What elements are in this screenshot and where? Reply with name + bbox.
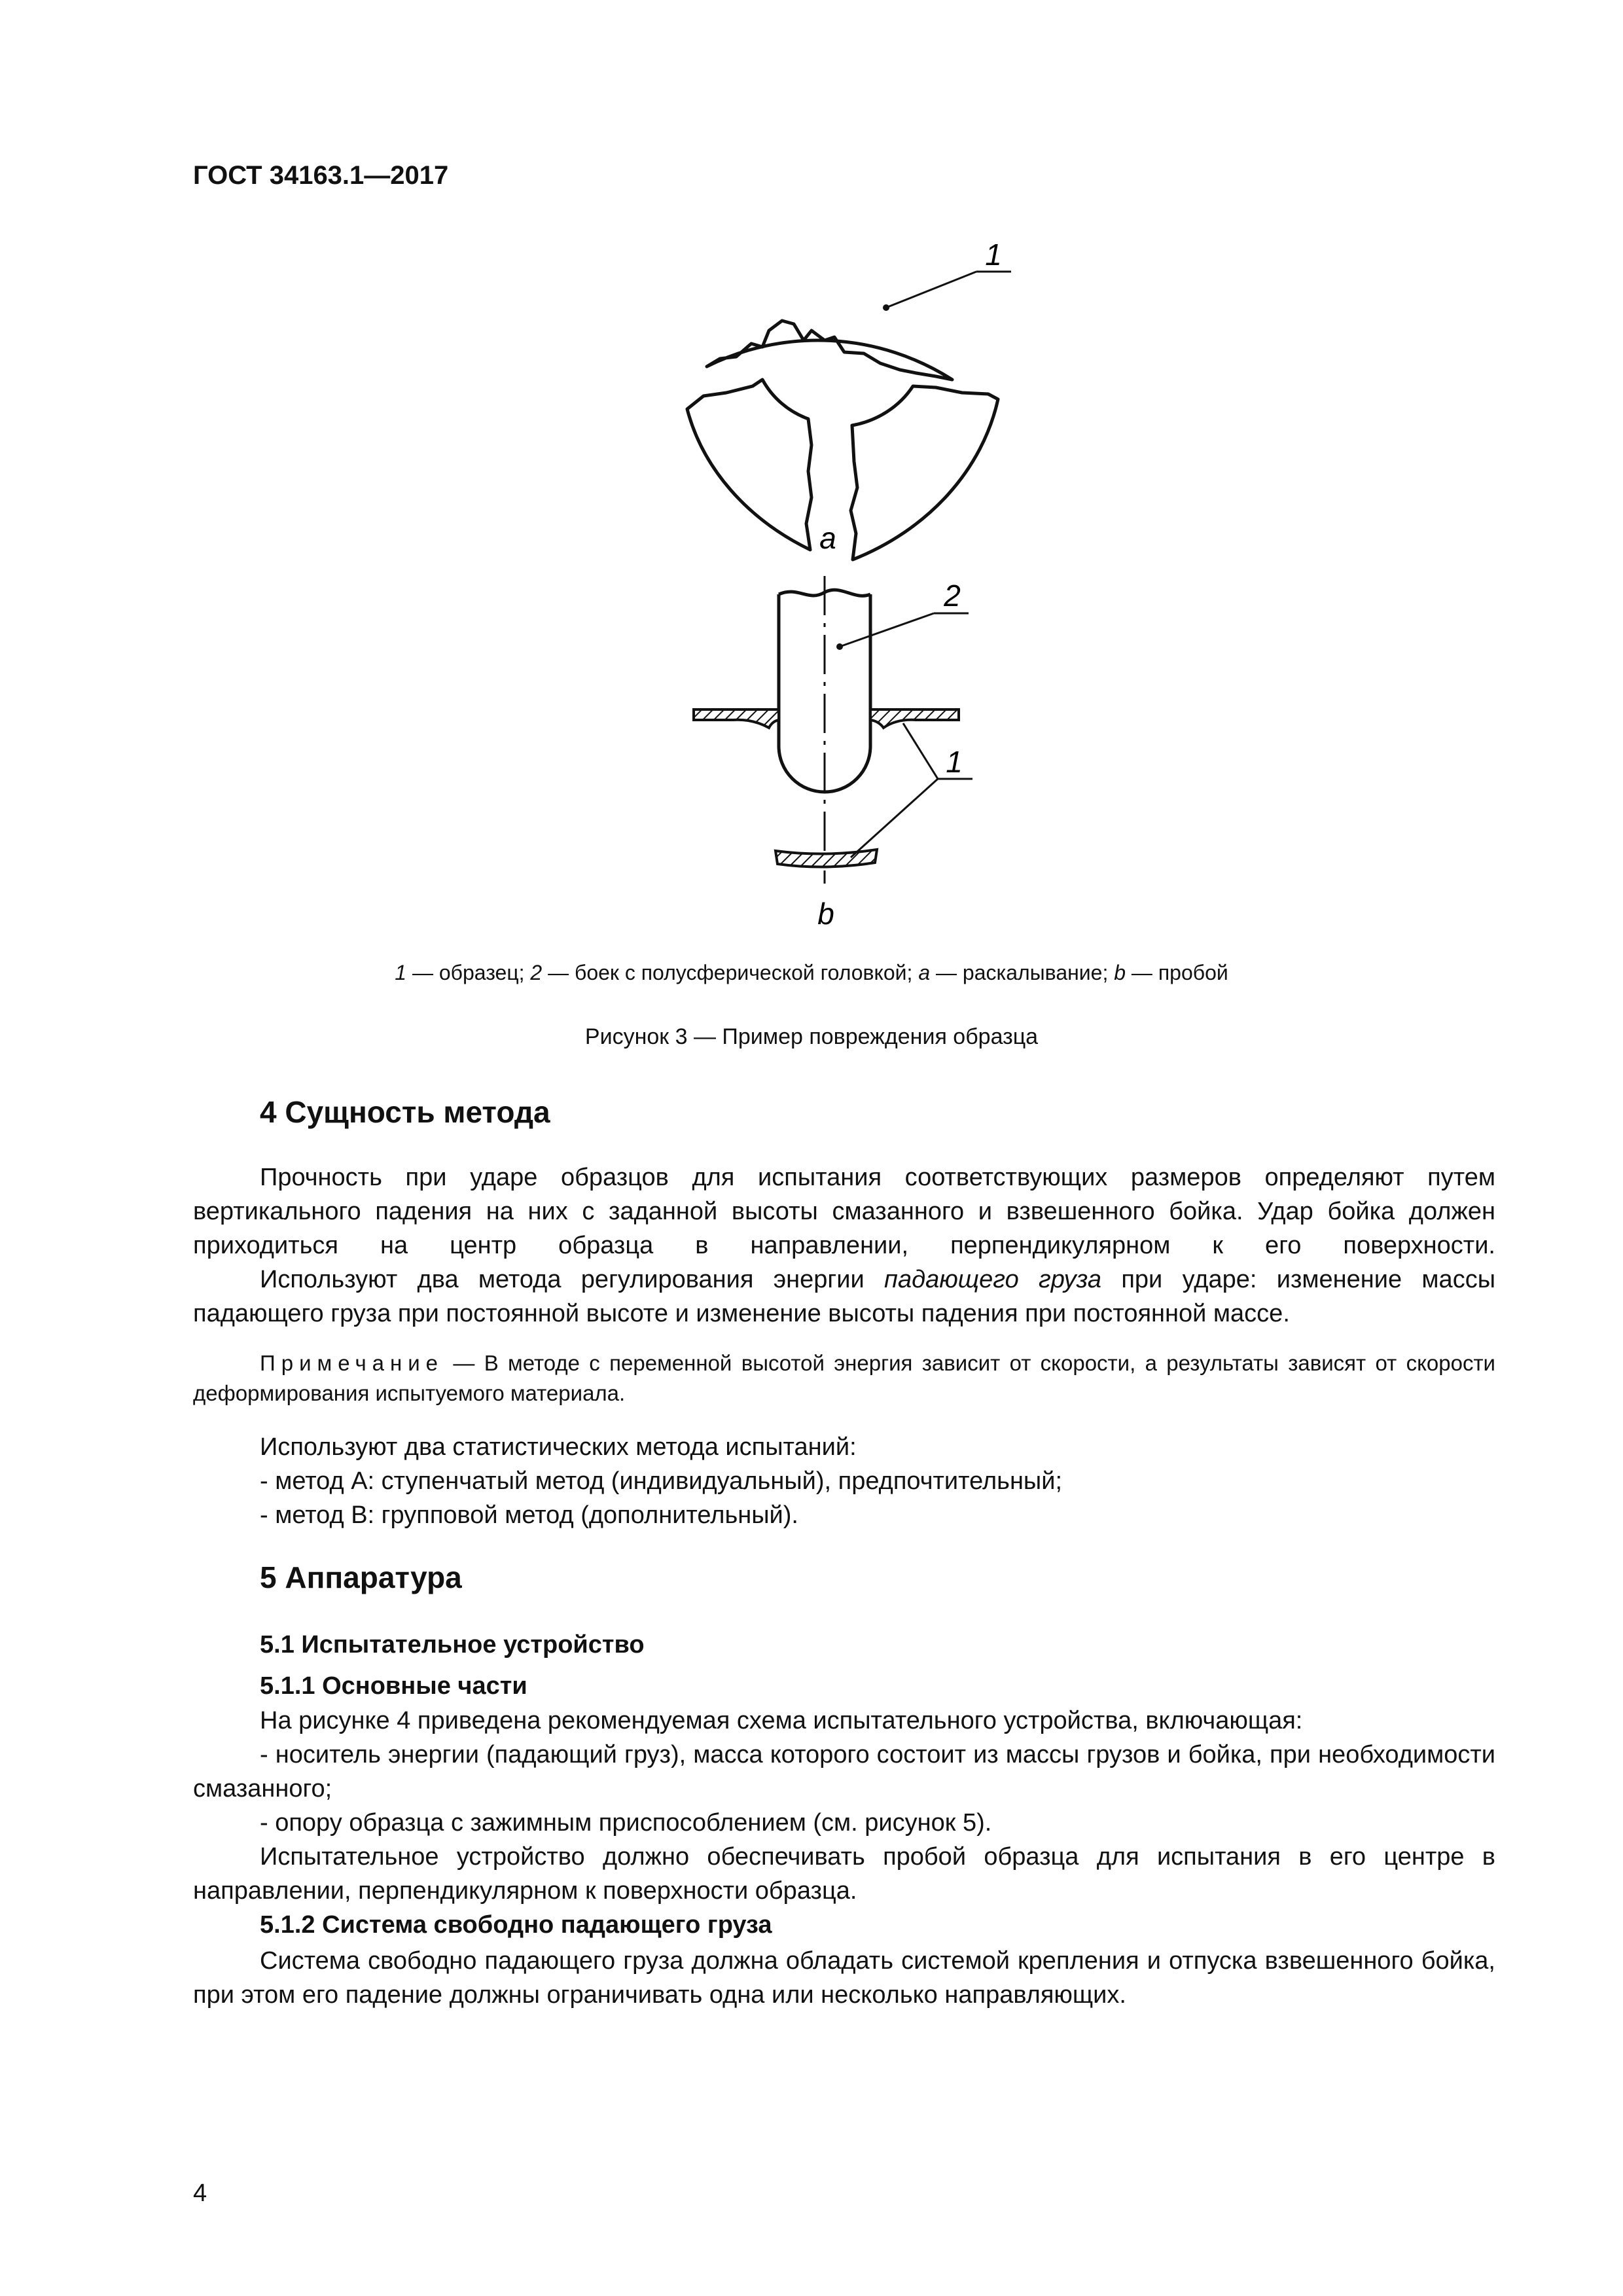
page-number: 4 bbox=[193, 2179, 207, 2207]
section-4-paragraph-3: Используют два статистических метода испытаний: bbox=[260, 1433, 857, 1461]
apparatus-list-item-2: - опору образца с зажимным приспособлением (см. рисунок 5). bbox=[260, 1809, 992, 1837]
subsection-5-1-2-heading: 5.1.2 Система свободно падающего груза bbox=[260, 1911, 772, 1939]
sublabel-a: а bbox=[819, 521, 836, 555]
document-header: ГОСТ 34163.1—2017 bbox=[193, 161, 449, 190]
section-4-paragraph-2: Используют два метода регулирования энергии падающего груза при ударе: изменение массы падающего груза при постоянной высоте и изменение высоты падения при постоянной массе. bbox=[193, 1266, 1496, 1327]
callout-leader-1b-bottom bbox=[851, 779, 938, 857]
figure-legend: 1 — образец; 2 — боек с полусферической головкой; а — раскалывание; b — пробой bbox=[395, 961, 1228, 984]
apparatus-list-item-1: - носитель энергии (падающий груз), масса которого состоит из массы грузов и бойка, при необходимости смазанного; bbox=[193, 1741, 1495, 1803]
method-list-item: - метод В: групповой метод (дополнительный). bbox=[260, 1501, 798, 1529]
method-list-item: - метод А: ступенчатый метод (индивидуальный), предпочтительный; bbox=[260, 1467, 1063, 1495]
section-5-heading: 5 Аппаратура bbox=[260, 1560, 462, 1594]
specimen-right-flange bbox=[870, 709, 959, 728]
callout-2-figure-b: 2 bbox=[944, 579, 961, 613]
specimen-left-flange bbox=[694, 709, 779, 728]
section-5-paragraph-2: Испытательное устройство должно обеспечивать пробой образца для испытания в его центре в направлении, перпендикулярном к поверхности образца. bbox=[193, 1843, 1495, 1905]
section-4-note: Примечание — В методе с переменной высотой энергия зависит от скорости, а результаты зависят от скорости деформирования испытуемого материала. bbox=[193, 1351, 1495, 1405]
callout-1-figure-b: 1 bbox=[946, 745, 963, 779]
figure-caption: Рисунок 3 — Пример повреждения образца bbox=[584, 1024, 1039, 1049]
section-5-paragraph-1: На рисунке 4 приведена рекомендуемая схема испытательного устройства, включающая: bbox=[260, 1707, 1303, 1734]
section-4-heading: 4 Сущность метода bbox=[260, 1095, 550, 1129]
section-4-paragraph-1: Прочность при ударе образцов для испытания соответствующих размеров определяют путем вертикального падения на них с заданной высоты смазанного и взвешенного бойка. Удар бойка должен приходиться на центр образца в направлении, перпендикулярном к его поверхности. bbox=[193, 1164, 1495, 1259]
callout-leader-a bbox=[886, 272, 976, 308]
callout-leader-1b-top bbox=[903, 723, 938, 779]
split-specimen-drawing bbox=[687, 321, 998, 560]
section-5-paragraph-3: Система свободно падающего груза должна обладать системой крепления и отпуска взвешенного бойка, при этом его падение должны ограничивать одна или несколько направляющих. bbox=[193, 1947, 1495, 2009]
subsection-5-1-1-heading: 5.1.1 Основные части bbox=[260, 1672, 527, 1700]
figure-3-drawing bbox=[0, 0, 1623, 949]
callout-1-figure-a: 1 bbox=[985, 238, 1002, 272]
subsection-5-1-heading: 5.1 Испытательное устройство bbox=[260, 1631, 645, 1659]
punched-disc bbox=[776, 850, 877, 867]
callout-leader-2 bbox=[840, 613, 934, 647]
sublabel-b: b bbox=[817, 897, 834, 931]
